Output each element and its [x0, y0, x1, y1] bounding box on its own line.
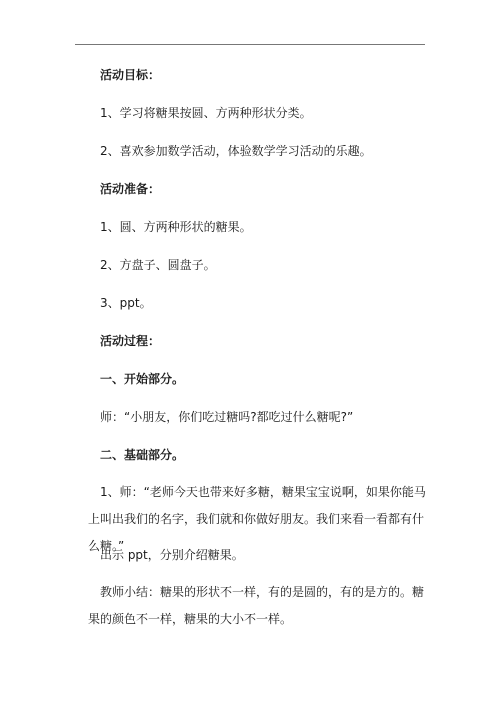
- part2-paragraph-2: 出示 ppt，分别介绍糖果。: [100, 548, 244, 562]
- part2-heading: 二、基础部分。: [100, 448, 185, 462]
- goal-item-1: 1、学习将糖果按圆、方两种形状分类。: [100, 106, 312, 120]
- prep-item-3: 3、ppt。: [100, 296, 152, 310]
- prep-item-2: 2、方盘子、圆盘子。: [100, 258, 216, 272]
- part2-paragraph-1: 1、师：“老师今天也带来好多糖，糖果宝宝说啊，如果你能马上叫出我们的名字，我们就和你做好朋友。我们来看一看都有什么糖。”: [88, 485, 426, 553]
- part1-text: 师：“小朋友，你们吃过糖吗?都吃过什么糖呢?”: [100, 410, 354, 424]
- goal-heading: 活动目标：: [100, 68, 161, 82]
- part1-heading: 一、开始部分。: [100, 372, 185, 386]
- process-heading: 活动过程：: [100, 334, 161, 348]
- prep-heading: 活动准备：: [100, 182, 161, 196]
- header-divider: [75, 44, 425, 45]
- part2-paragraph-3: 教师小结：糖果的形状不一样，有的是圆的，有的是方的。糖果的颜色不一样，糖果的大小不一样。: [88, 585, 425, 626]
- prep-item-1: 1、圆、方两种形状的糖果。: [100, 220, 252, 234]
- goal-item-2: 2、喜欢参加数学活动，体验数学学习活动的乐趣。: [100, 144, 372, 158]
